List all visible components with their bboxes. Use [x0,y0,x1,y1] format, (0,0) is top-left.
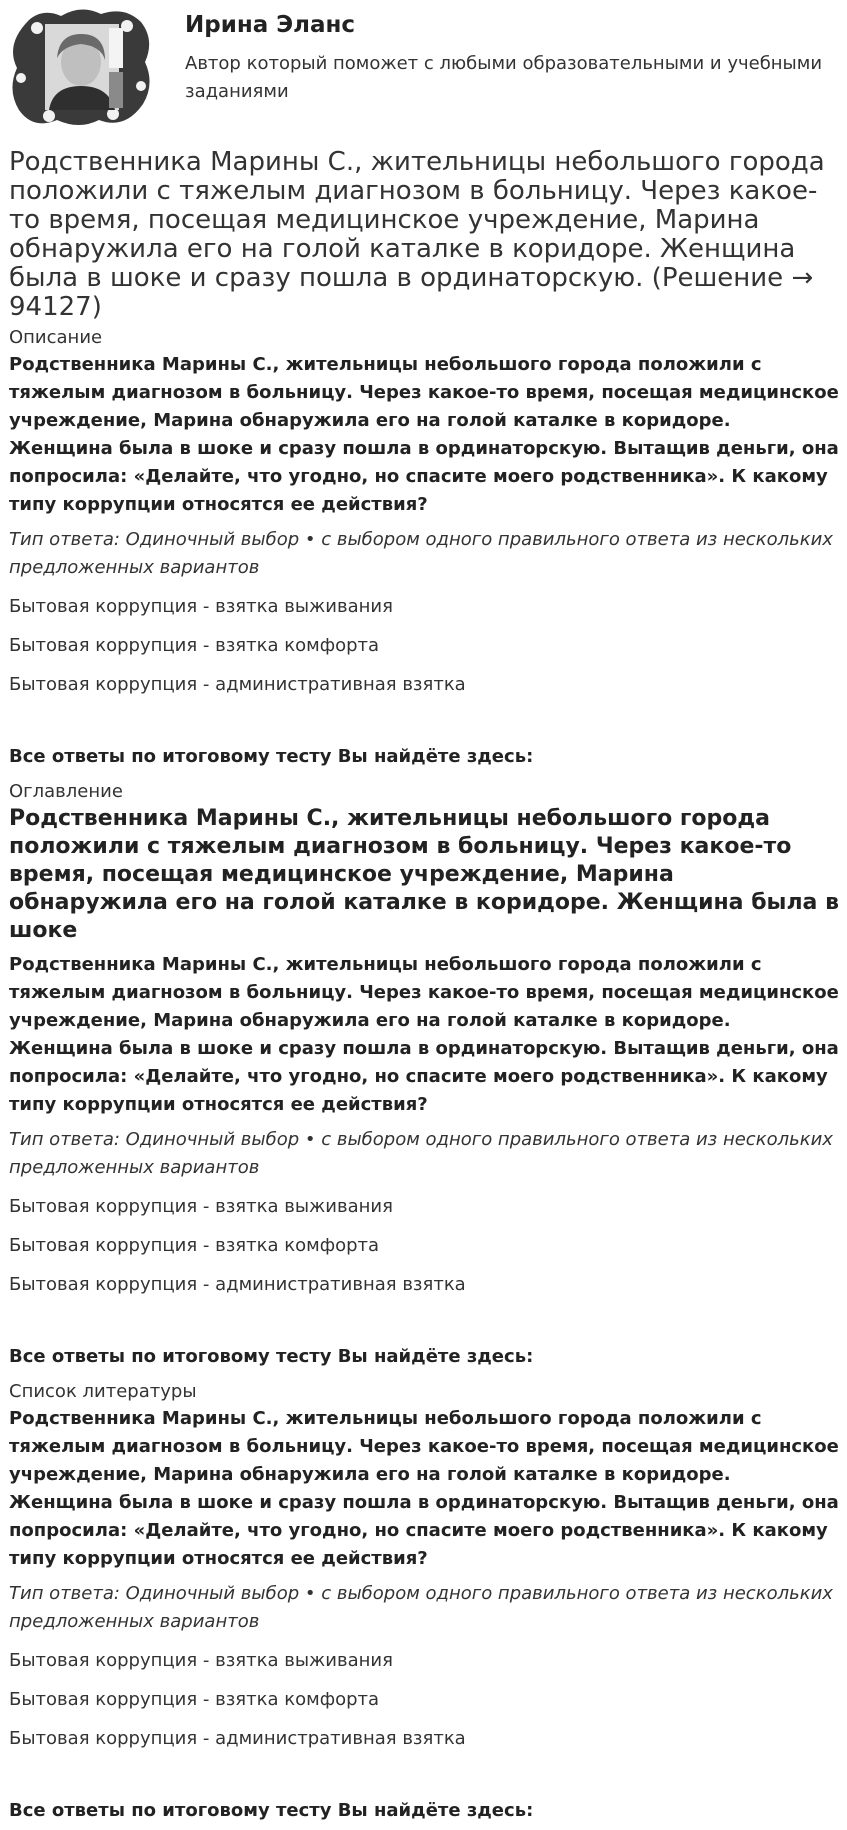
author-description: Автор который поможет с любыми образовательными и учебными заданиями [185,53,823,102]
page-title: Родственника Марины С., жительницы небольшого города положили с тяжелым диагнозом в больницу. Через какое-то время, посещая медицинское учреждение, Марина обнаружила его на голой каталке в коридоре. Женщина была в шоке и сразу пошла в ординаторскую. (Решение → 94127) [9,147,825,322]
toc-heading: Родственника Марины С., жительницы небольшого города положили с тяжелым диагнозом в больницу. Через какое-то время, посещая медицинское учреждение, Марина обнаружила его на голой каталке в коридоре. Женщина была в шоке [9,806,839,943]
toc-label: Оглавление [9,781,123,802]
option-item: Бытовая коррупция - взятка выживания [9,596,393,617]
bibliography-label: Список литературы [9,1381,197,1402]
answer-type: Тип ответа: Одиночный выбор • с выбором одного правильного ответа из нескольких предложенных вариантов [9,1129,833,1178]
page-content [9,0,839,1825]
option-item: Бытовая коррупция - административная взятка [9,674,466,695]
all-answers-text: Все ответы по итоговому тесту Вы найдёте здесь: [9,746,534,767]
all-answers-text: Все ответы по итоговому тесту Вы найдёте здесь: [9,1800,534,1821]
author-avatar[interactable] [9,6,151,128]
option-item: Бытовая коррупция - взятка комфорта [9,635,380,656]
option-item: Бытовая коррупция - взятка выживания [9,1196,393,1217]
author-card [9,0,839,135]
all-answers-text: Все ответы по итоговому тесту Вы найдёте здесь: [9,1346,534,1367]
question-text: Родственника Марины С., жительницы небольшого города положили с тяжелым диагнозом в больницу. Через какое-то время, посещая медицинское учреждение, Марина обнаружила его на голой каталке в коридоре. Женщина была в шоке и сразу пошла в ординаторскую. Вытащив деньги, она попросила: «Делайте, что угодно, но спасите моего родственника». К какому типу коррупции относятся ее действия? [9,1408,839,1569]
option-item: Бытовая коррупция - взятка комфорта [9,1689,380,1710]
question-text: Родственника Марины С., жительницы небольшого города положили с тяжелым диагнозом в больницу. Через какое-то время, посещая медицинское учреждение, Марина обнаружила его на голой каталке в коридоре. Женщина была в шоке и сразу пошла в ординаторскую. Вытащив деньги, она попросила: «Делайте, что угодно, но спасите моего родственника». К какому типу коррупции относятся ее действия? [9,354,839,515]
description-label: Описание [9,327,103,348]
option-item: Бытовая коррупция - взятка комфорта [9,1235,380,1256]
author-name[interactable]: Ирина Эланс [185,12,356,38]
option-item: Бытовая коррупция - административная взятка [9,1274,466,1295]
answer-type: Тип ответа: Одиночный выбор • с выбором одного правильного ответа из нескольких предложенных вариантов [9,1583,833,1632]
question-text: Родственника Марины С., жительницы небольшого города положили с тяжелым диагнозом в больницу. Через какое-то время, посещая медицинское учреждение, Марина обнаружила его на голой каталке в коридоре. Женщина была в шоке и сразу пошла в ординаторскую. Вытащив деньги, она попросила: «Делайте, что угодно, но спасите моего родственника». К какому типу коррупции относятся ее действия? [9,954,839,1115]
answer-type: Тип ответа: Одиночный выбор • с выбором одного правильного ответа из нескольких предложенных вариантов [9,529,833,578]
option-item: Бытовая коррупция - административная взятка [9,1728,466,1749]
option-item: Бытовая коррупция - взятка выживания [9,1650,393,1671]
